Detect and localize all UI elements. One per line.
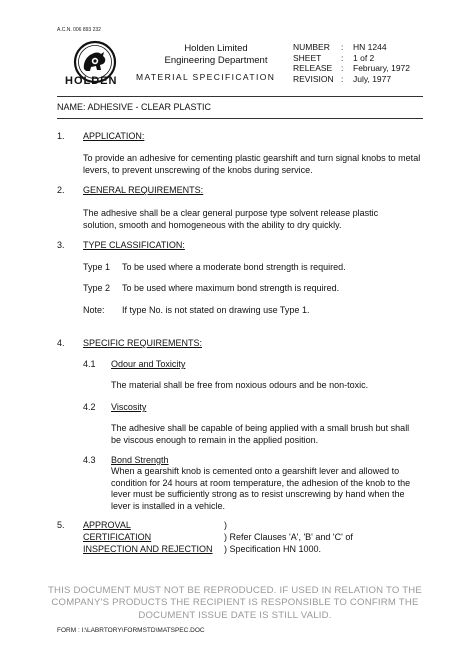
form-path: FORM : I:\LABRTORY\FORMSTD\MATSPEC.DOC [57, 627, 205, 634]
section-1-number: 1. [57, 131, 65, 141]
section-1-body: To provide an adhesive for cementing plastic gearshift and turn signal knobs to metal levers, to prevent unscrewing of the knobs during service. [83, 153, 421, 175]
section-4-title: SPECIFIC REQUIREMENTS: [83, 338, 203, 348]
spec-metadata [293, 42, 410, 84]
company-heading [146, 43, 286, 67]
holden-brand-text: HOLDEN [65, 75, 118, 87]
approval-spec-reference: ) Specification HN 1000. [224, 544, 322, 554]
header-divider [57, 96, 423, 97]
approval-bracket: ) [224, 520, 227, 530]
meta-row-revision: REVISION : July, 1977 [293, 73, 392, 84]
subsection-4-3-title: Bond Strength [111, 455, 169, 465]
type-1-text: To be used where a moderate bond strength is required. [122, 262, 346, 272]
subsection-4-2-number: 4.2 [83, 402, 96, 412]
type-2-text: To be used where maximum bond strength is required. [122, 283, 340, 293]
note-text: If type No. is not stated on drawing use Type 1. [122, 305, 310, 315]
acn-number: A.C.N. 006 893 232 [57, 27, 101, 33]
subsection-4-1-number: 4.1 [83, 359, 96, 369]
section-2-number: 2. [57, 185, 65, 195]
section-5-number: 5. [57, 520, 65, 530]
section-1-title: APPLICATION: [83, 131, 145, 141]
spec-title: MATERIAL SPECIFICATION [136, 72, 276, 82]
name-divider [57, 118, 423, 119]
section-3-title: TYPE CLASSIFICATION: [83, 240, 185, 250]
section-3-number: 3. [57, 240, 65, 250]
note-label: Note: [83, 305, 105, 315]
certification-label: CERTIFICATION [83, 532, 152, 542]
company-department: Engineering Department [164, 55, 268, 66]
meta-row-number: NUMBER : HN 1244 [293, 42, 387, 52]
reproduction-notice: THIS DOCUMENT MUST NOT BE REPRODUCED. IF USED IN RELATION TO THE COMPANY'S PRODUCTS THE RECIPIENT IS RESPONSIBLE TO CONFIRM THE DOCUMENT ISSUE DATE IS STILL VALID. [47, 585, 423, 621]
inspection-rejection-label: INSPECTION AND REJECTION [83, 544, 213, 554]
section-2-title: GENERAL REQUIREMENTS: [83, 185, 204, 195]
company-name: Holden Limited [184, 43, 248, 54]
section-2-body: The adhesive shall be a clear general purpose type solvent release plastic solution, smooth and homogeneous with the ability to dry quickly. [83, 208, 379, 230]
subsection-4-2-title: Viscosity [111, 402, 147, 412]
approval-label: APPROVAL [83, 520, 131, 530]
approval-reference: ) Refer Clauses 'A', 'B' and 'C' of [224, 532, 353, 542]
section-4-number: 4. [57, 338, 65, 348]
meta-row-sheet: SHEET : 1 of 2 [293, 52, 375, 63]
type-1-label: Type 1 [83, 262, 111, 272]
subsection-4-1-title: Odour and Toxicity [111, 359, 186, 369]
subsection-4-3-number: 4.3 [83, 455, 96, 465]
subsection-4-1-body: The material shall be free from noxious odours and be non-toxic. [111, 380, 369, 390]
subsection-4-2-body: The adhesive shall be capable of being applied with a small brush but shall be viscous enough to remain in the applied position. [111, 423, 410, 445]
type-2-label: Type 2 [83, 283, 111, 293]
meta-row-release: RELEASE : February, 1972 [293, 63, 411, 73]
document-name: NAME: ADHESIVE - CLEAR PLASTIC [57, 102, 212, 112]
subsection-4-3-body: When a gearshift knob is cemented onto a gearshift lever and allowed to condition for 24 hours at room temperature, the adhesion of the knob to the lever must be sufficiently strong as to resist unscrewing by hand when the lever is installed in a vehicle. [111, 466, 411, 511]
